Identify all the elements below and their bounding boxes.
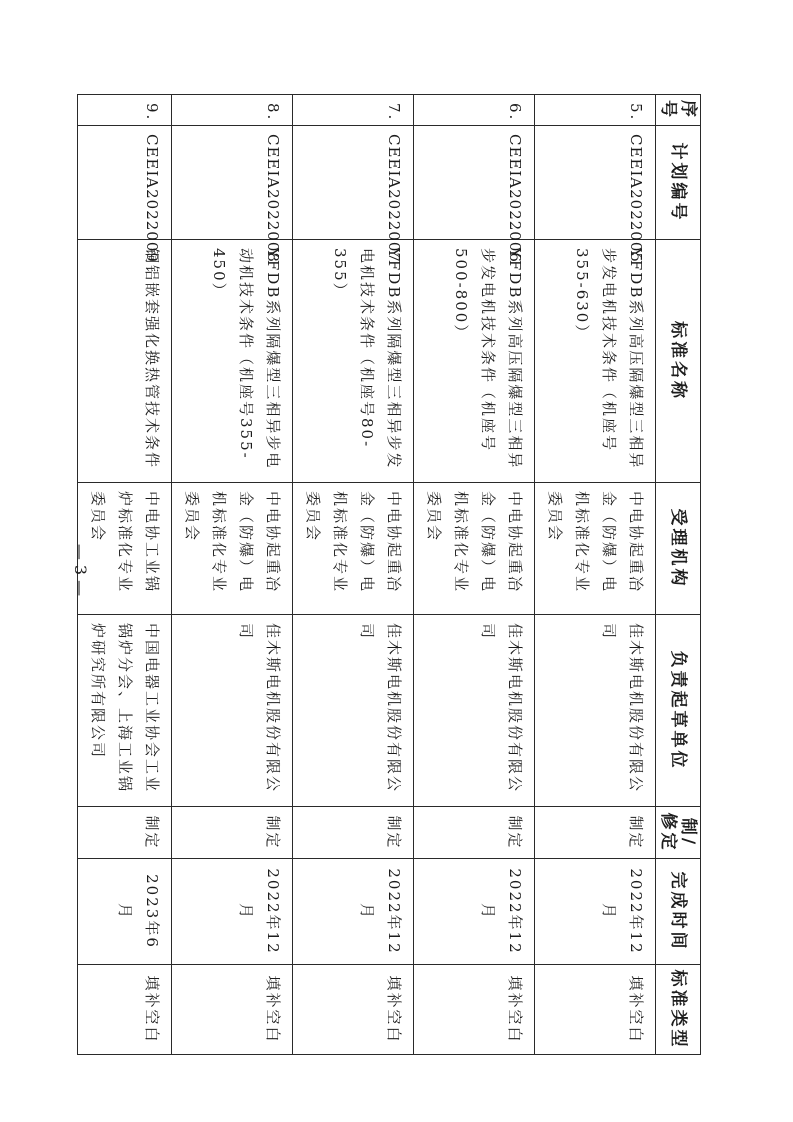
cell-revise: 制定 [535,807,656,859]
cell-category: 填补空白 [414,965,535,1055]
cell-seq: 6. [414,95,535,126]
header-accepting-body: 受理机构 [656,483,701,615]
cell-standard-name: YFDB系列高压隔爆型三相异步发电机技术条件（机座号355-630） [535,240,656,483]
standards-plan-table-sheet [89,94,701,1054]
page-number: — 3 — [71,543,91,597]
cell-drafting-unit: 佳木斯电机股份有限公司 [172,615,293,807]
cell-drafting-unit: 佳木斯电机股份有限公司 [414,615,535,807]
cell-seq: 9. [78,95,172,126]
cell-completion: 2022年12月 [172,859,293,965]
header-revise: 制/修定 [656,807,701,859]
cell-completion: 2022年12月 [293,859,414,965]
cell-standard-name: YFDB系列高压隔爆型三相异步发电机技术条件（机座号500-800） [414,240,535,483]
cell-plan-no: CEEIA2022005 [535,126,656,240]
cell-accepting-body: 中电协工业锅炉标准化专业委员会 [78,483,172,615]
cell-seq: 5. [535,95,656,126]
cell-accepting-body: 中电协起重冶金（防爆）电机标准化专业委员会 [172,483,293,615]
cell-category: 填补空白 [293,965,414,1055]
cell-revise: 制定 [414,807,535,859]
standards-plan-table [77,94,701,1055]
cell-drafting-unit: 佳木斯电机股份有限公司 [535,615,656,807]
cell-completion: 2022年12月 [414,859,535,965]
cell-drafting-unit: 中国电器工业协会工业锅炉分会、上海工业锅炉研究所有限公司 [78,615,172,807]
cell-category: 填补空白 [172,965,293,1055]
table-row [172,95,293,1055]
header-drafting-unit: 负责起草单位 [656,615,701,807]
cell-plan-no: CEEIA2022009 [78,126,172,240]
table-row [414,95,535,1055]
cell-standard-name: 铜铝嵌套强化换热管技术条件 [78,240,172,483]
header-completion: 完成时间 [656,859,701,965]
header-plan-no: 计划编号 [656,126,701,240]
cell-completion: 2023年6月 [78,859,172,965]
cell-accepting-body: 中电协起重冶金（防爆）电机标准化专业委员会 [293,483,414,615]
cell-plan-no: CEEIA2022007 [293,126,414,240]
cell-accepting-body: 中电协起重冶金（防爆）电机标准化专业委员会 [414,483,535,615]
cell-completion: 2022年12月 [535,859,656,965]
cell-plan-no: CEEIA2022008 [172,126,293,240]
header-seq: 序号 [656,95,701,126]
header-category: 标准类型 [656,965,701,1055]
cell-drafting-unit: 佳木斯电机股份有限公司 [293,615,414,807]
cell-revise: 制定 [172,807,293,859]
cell-plan-no: CEEIA2022006 [414,126,535,240]
header-standard-name: 标准名称 [656,240,701,483]
cell-accepting-body: 中电协起重冶金（防爆）电机标准化专业委员会 [535,483,656,615]
cell-category: 填补空白 [535,965,656,1055]
cell-standard-name: YFDB系列隔爆型三相异步电动机技术条件（机座号355-450） [172,240,293,483]
cell-standard-name: YFDB系列隔爆型三相异步发电机技术条件（机座号80-355） [293,240,414,483]
cell-revise: 制定 [78,807,172,859]
cell-category: 填补空白 [78,965,172,1055]
cell-seq: 8. [172,95,293,126]
cell-seq: 7. [293,95,414,126]
table-row [293,95,414,1055]
table-row [535,95,656,1055]
table-header-row [656,95,701,1055]
cell-revise: 制定 [293,807,414,859]
